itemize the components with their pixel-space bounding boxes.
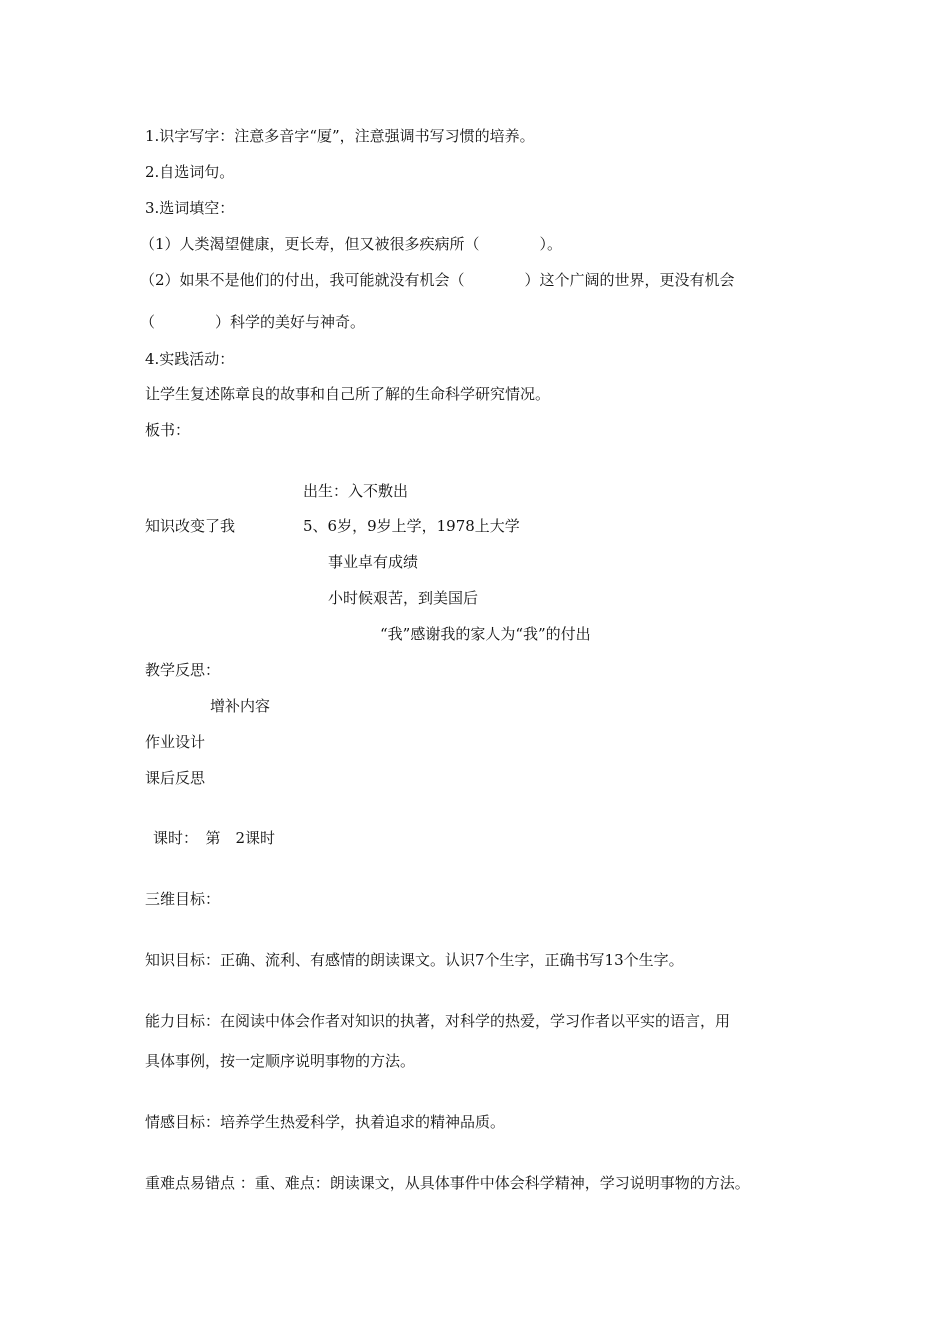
reflection-label: 教学反思：: [145, 661, 221, 679]
board-label: 板书：: [145, 421, 191, 439]
lesson-period: 课时： 第 2课时: [153, 829, 276, 847]
after-class-reflection: 课后反思: [145, 769, 206, 787]
fill-blank-1: （1）人类渴望健康，更长寿，但又被很多疾病所（ ）。: [140, 235, 563, 253]
ability-goal-line-2: 具体事例，按一定顺序说明事物的方法。: [145, 1052, 416, 1070]
exercise-item-4: 4.实践活动：: [145, 350, 235, 368]
emotion-goal: 情感目标：培养学生热爱科学，执着追求的精神品质。: [145, 1113, 506, 1131]
homework-design: 作业设计: [145, 733, 206, 751]
exercise-item-2: 2.自选词句。: [145, 163, 235, 181]
fill-blank-2-line-2: （ ）科学的美好与神奇。: [140, 313, 366, 331]
exercise-item-3: 3.选词填空：: [145, 199, 235, 217]
knowledge-goal: 知识目标：正确、流利、有感情的朗读课文。认识7个生字，正确书写13个生字。: [145, 951, 684, 969]
board-title: 知识改变了我: [145, 517, 236, 535]
key-difficult-points: 重难点易错点 ：重、难点：朗读课文，从具体事件中体会科学精神，学习说明事物的方法。: [145, 1174, 750, 1192]
exercise-item-1: 1.识字写字：注意多音字“厦”，注意强调书写习惯的培养。: [145, 127, 535, 145]
goals-label: 三维目标：: [145, 890, 221, 908]
supplement-content: 增补内容: [210, 697, 271, 715]
fill-blank-2-line-1: （2）如果不是他们的付出，我可能就没有机会（ ）这个广阔的世界，更没有机会: [140, 271, 735, 289]
board-career: 事业卓有成绩: [328, 553, 419, 571]
board-school: 5、6岁，9岁上学，1978上大学: [303, 517, 520, 535]
board-hardship: 小时候艰苦，到美国后: [328, 589, 479, 607]
board-birth: 出生：入不敷出: [303, 482, 409, 500]
practice-activity: 让学生复述陈章良的故事和自己所了解的生命科学研究情况。: [145, 385, 551, 403]
board-thanks: “我”感谢我的家人为“我”的付出: [380, 625, 591, 643]
ability-goal-line-1: 能力目标：在阅读中体会作者对知识的执著，对科学的热爱，学习作者以平实的语言，用: [145, 1012, 731, 1030]
